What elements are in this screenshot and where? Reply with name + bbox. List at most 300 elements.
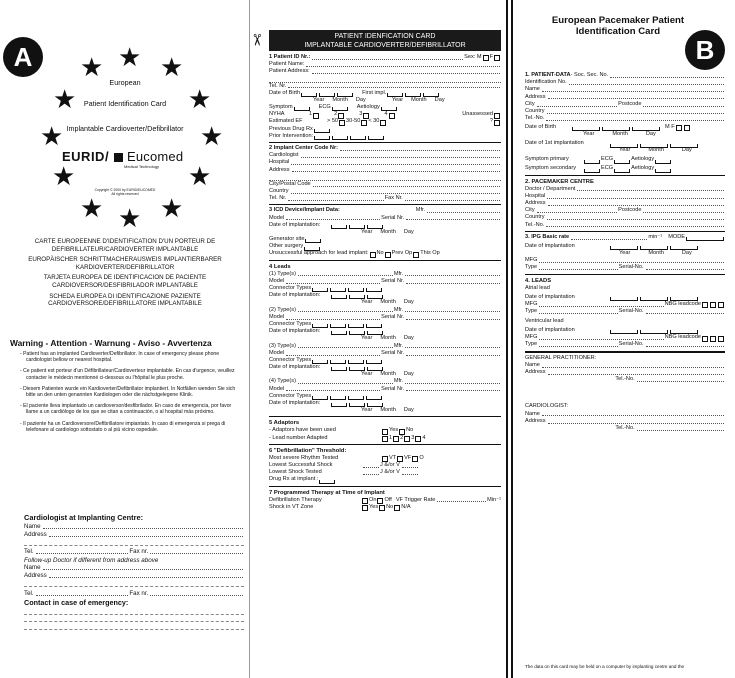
icd-date-label: Date of implantation: xyxy=(269,221,321,228)
b-name-label: Name xyxy=(525,86,540,93)
b-vent-nbg-label: NBG leadcode xyxy=(664,334,701,341)
b-gp-heading: GENERAL PRACTITIONER: xyxy=(525,354,597,361)
lead-1 xyxy=(269,271,501,307)
b-doctor-field[interactable] xyxy=(577,190,724,191)
adaptors-yes-checkbox[interactable] xyxy=(382,429,388,435)
aetiology-label: Aetiology xyxy=(356,104,380,111)
followup-address-label: Address xyxy=(24,572,47,580)
bullet-es: - El paciente lleva implantado un cardioversor/desfibrilador. En caso de emergencia, por favor llame a un cardiólogo de los que se citan a continuación, o al hospital más próximo. xyxy=(20,403,232,416)
lead-2-mfr-field[interactable] xyxy=(405,311,500,312)
lead-4-year-label: Year xyxy=(361,407,373,414)
b-city-field[interactable] xyxy=(537,106,618,107)
ef-unknown-checkbox[interactable] xyxy=(494,120,500,126)
card-a-org-line1: European xyxy=(109,78,141,87)
lowest-successful-field[interactable] xyxy=(363,467,379,468)
lead-1-type-label: (1) Type(s) xyxy=(269,270,296,277)
lead-2-year-label: Year xyxy=(361,335,373,342)
b-vent-serial-field[interactable] xyxy=(646,346,725,347)
patient-address-field[interactable] xyxy=(312,73,500,74)
nyha-2-checkbox[interactable] xyxy=(338,113,344,119)
b-atrial-type-field[interactable] xyxy=(539,313,618,314)
b-sex-label: M F xyxy=(665,124,675,131)
lead-2-connector-cell-4[interactable] xyxy=(366,324,382,328)
star-icon: ★ xyxy=(52,161,76,191)
b-city-label: City xyxy=(525,100,535,107)
adapted-2-checkbox[interactable] xyxy=(393,436,399,442)
lead-4-connector-cell-3[interactable] xyxy=(348,396,364,400)
unassessed-checkbox[interactable] xyxy=(494,113,500,119)
lead-2-connector-cell-2[interactable] xyxy=(330,324,346,328)
patient-id-field[interactable] xyxy=(312,59,463,60)
b-vent-year-cell[interactable] xyxy=(610,330,638,334)
b-ecg2-label: ECG xyxy=(601,165,614,172)
nyha-label: NYHA xyxy=(269,111,285,118)
adapted-1-checkbox[interactable] xyxy=(382,436,388,442)
eurid-logo xyxy=(62,148,192,170)
lead-1-serial-field[interactable] xyxy=(406,283,500,284)
b-footer-note: The data on this card may be held on a computer by implanting centre and the xyxy=(525,664,685,669)
b-card-address-label: Address xyxy=(525,417,546,424)
b-gp-address-field[interactable] xyxy=(548,374,724,375)
b-centre-city-field[interactable] xyxy=(537,212,618,213)
b-first-year-label: Year xyxy=(619,147,631,154)
prior-cell-4[interactable] xyxy=(368,136,384,140)
icd-mfr-label: Mfr. xyxy=(415,207,426,214)
address-line-2[interactable] xyxy=(24,538,244,546)
b-dob-month-label: Month xyxy=(612,131,628,138)
lowest-tested-field[interactable] xyxy=(363,474,379,475)
rhythm-o-label: O xyxy=(419,454,424,461)
icd-date-year-cell[interactable] xyxy=(331,225,347,229)
bullet-fr: - Ce patient est porteur d'un Défibrillateur/Cardioverteur implantable. En cas d'urgence, veuillez contacter le médecin mentionné ci-dessous ou l'hôpital le plus proche. xyxy=(20,368,235,381)
sex-f-checkbox[interactable] xyxy=(494,55,500,61)
lead-2-serial-field[interactable] xyxy=(406,319,500,320)
shock-vt-label: Shock in VT Zone xyxy=(269,503,314,510)
lead-3-connector-label: Connector Types xyxy=(269,356,312,363)
icd-month-label: Month xyxy=(380,228,396,235)
name-field[interactable] xyxy=(43,528,243,529)
b-ipg-day-label: Day xyxy=(681,249,692,256)
lead-3-type-field[interactable] xyxy=(298,347,393,348)
card-b-badge: B xyxy=(685,30,725,70)
city-field[interactable] xyxy=(313,186,500,187)
center-code-field[interactable] xyxy=(340,150,500,151)
patient-name-field[interactable] xyxy=(306,66,500,67)
b-gp-tel-field[interactable] xyxy=(637,381,724,382)
b-atrial-nbg-box-1[interactable] xyxy=(702,302,708,308)
b-tel-field[interactable] xyxy=(546,120,724,121)
lead-3-connector-cell-4[interactable] xyxy=(366,360,382,364)
b-card-tel-field[interactable] xyxy=(637,430,724,431)
ef-30-50-checkbox[interactable] xyxy=(361,120,367,126)
b-atrial-date-label: Date of implantation xyxy=(525,293,575,300)
lead-1-month-label: Month xyxy=(380,299,396,306)
b-card-tel-label: Tel.-No. xyxy=(615,424,635,431)
b-vent-nbg-box-2[interactable] xyxy=(710,336,716,342)
prev-drug-cell[interactable] xyxy=(314,129,330,133)
b-atrial-year-cell[interactable] xyxy=(610,297,638,301)
b-soc-sec-label: - Soc. Sec. No. xyxy=(570,71,609,78)
year-label: Year xyxy=(313,96,325,103)
b-sym-primary-label: Symptom primary xyxy=(525,156,569,163)
lead-3-year-label: Year xyxy=(361,371,373,378)
ef-label: Estimated EF xyxy=(269,118,303,125)
defib-on-checkbox[interactable] xyxy=(362,498,368,504)
b-vent-type-field[interactable] xyxy=(539,346,618,347)
star-icon: ★ xyxy=(80,52,104,82)
lead-1-mfr-label: Mfr. xyxy=(393,270,404,277)
adaptors-no-label: No xyxy=(406,427,414,434)
lowest-tested-label: Lowest Shock Tested xyxy=(269,469,322,476)
followup-name-field[interactable] xyxy=(43,569,243,570)
lead-2-mfr-label: Mfr. xyxy=(393,306,404,313)
followup-fax-label: Fax nr. xyxy=(129,589,149,597)
tel-label: Tel. Nr. xyxy=(269,82,287,89)
b-gp-name-field[interactable] xyxy=(542,367,724,368)
sex-f-label: F xyxy=(489,53,493,60)
lead-3-type-label: (3) Type(s) xyxy=(269,342,296,349)
adapted-2-label: 2 xyxy=(400,434,404,441)
b-hospital-field[interactable] xyxy=(547,198,724,199)
star-icon: ★ xyxy=(40,121,64,151)
prior-cell-3[interactable] xyxy=(350,136,366,140)
lowest-tested-v-field[interactable] xyxy=(402,474,418,475)
logo-brand: Eucomed xyxy=(126,149,184,164)
prior-cell-1[interactable] xyxy=(314,136,330,140)
lead-1-type-field[interactable] xyxy=(298,275,393,276)
section-4-heading: 4 Leads xyxy=(269,263,291,270)
prior-cell-2[interactable] xyxy=(332,136,348,140)
lead-3-connector-cell-2[interactable] xyxy=(330,360,346,364)
defib-on-label: On xyxy=(369,496,377,503)
lead-4-connector-cell-2[interactable] xyxy=(330,396,346,400)
section-5-heading: 5 Adaptors xyxy=(269,420,300,427)
b-centre-city-label: City xyxy=(525,207,535,214)
adaptors-used-label: - Adaptors have been used xyxy=(269,427,336,434)
unsucc-prevop-checkbox[interactable] xyxy=(385,252,391,258)
b-sex-m-checkbox[interactable] xyxy=(676,125,682,131)
icd-model-field[interactable] xyxy=(286,219,380,220)
b-card-name-field[interactable] xyxy=(542,415,724,416)
lead-1-model-label: Model xyxy=(269,277,285,284)
title-it: SCHEDA EUROPEA DI IDENTIFICAZIONE PAZIENTE CARDIOVERSORE/DEFIBRILLATORE IMPLANTABILE xyxy=(48,292,202,308)
b-sym-secondary-cell[interactable] xyxy=(584,169,600,173)
center-tel-label: Tel. Nr. xyxy=(269,195,287,202)
unsucc-prevop-label: Prev Op xyxy=(391,250,413,257)
lead-3-mfr-field[interactable] xyxy=(405,347,500,348)
b-mode-label: MODE xyxy=(668,233,685,240)
lead-3-connector-cell-3[interactable] xyxy=(348,360,364,364)
card-b-title-line2: Identification Card xyxy=(575,26,661,37)
b-ecg2-cell[interactable] xyxy=(614,169,630,173)
b-gp-address-label: Address xyxy=(525,369,546,376)
ef-gt50-label: > 50 xyxy=(327,118,339,125)
lead-2-type-field[interactable] xyxy=(298,311,393,312)
lead-4-type-field[interactable] xyxy=(298,383,393,384)
adapted-4-checkbox[interactable] xyxy=(415,436,421,442)
lead-4-date-label: Date of implantation: xyxy=(269,400,321,407)
adapted-3-label: 3 xyxy=(411,434,415,441)
icd-day-label: Day xyxy=(403,228,414,235)
shock-na-label: N/A xyxy=(401,503,411,510)
b-ipg-year-label: Year xyxy=(619,249,631,256)
b-atrial-nbg-box-2[interactable] xyxy=(710,302,716,308)
rhythm-o-checkbox[interactable] xyxy=(412,456,418,462)
b-vent-nbg-box-3[interactable] xyxy=(718,336,724,342)
b-address-label: Address xyxy=(525,93,546,100)
card-title-line2: IMPLANTABLE CARDIOVERTER/DEFIBRILLATOR xyxy=(304,42,466,49)
b-name-field[interactable] xyxy=(542,91,724,92)
icd-serial-field[interactable] xyxy=(406,219,500,220)
address-field[interactable] xyxy=(292,171,500,172)
lead-1-mfr-field[interactable] xyxy=(405,275,500,276)
lead-3-month-label: Month xyxy=(380,371,396,378)
title-de: EUROPÄISCHER SCHRITTMACHERAUSWEIS IMPLANTIERBARER KARDIOVERTER/DEFIBRILLATOR xyxy=(28,256,222,271)
star-icon: ★ xyxy=(160,52,184,82)
lead-3-model-label: Model xyxy=(269,349,285,356)
vf-rate-field[interactable] xyxy=(437,501,486,502)
address-field[interactable] xyxy=(49,536,243,537)
hospital-label: Hospital xyxy=(269,159,290,166)
adapted-4-label: 4 xyxy=(422,434,426,441)
icd-id-card-panel xyxy=(247,0,508,678)
b-atrial-nbg-box-3[interactable] xyxy=(718,302,724,308)
b-vent-serial-label: Serial-No. xyxy=(618,341,644,348)
b-atrial-type-label: Type xyxy=(525,307,538,314)
followup-address-field[interactable] xyxy=(49,577,243,578)
adaptors-yes-label: Yes xyxy=(389,427,399,434)
b-atrial-serial-field[interactable] xyxy=(646,313,725,314)
b-ipg-mfg-field[interactable] xyxy=(539,262,724,263)
b-tel-label: Tel.-No. xyxy=(525,115,545,122)
lead-4-date-year-cell[interactable] xyxy=(331,403,347,407)
country-label: Country xyxy=(269,187,289,194)
b-first-day-label: Day xyxy=(681,147,692,154)
month-label-2: Month xyxy=(411,96,427,103)
b-atrial-mfg-field[interactable] xyxy=(539,306,663,307)
b-mode-cell[interactable] xyxy=(686,237,724,241)
lead-2-serial-label: Serial Nr. xyxy=(381,313,405,320)
b-centre-country-field[interactable] xyxy=(547,219,724,220)
drug-rx-label: Drug Rx at implant : xyxy=(269,476,319,483)
b-vent-mfg-field[interactable] xyxy=(539,339,663,340)
icd-mfr-field[interactable] xyxy=(427,212,500,213)
b-aetiology-cell[interactable] xyxy=(655,160,671,164)
lead-3-date-year-cell[interactable] xyxy=(331,367,347,371)
b-aetiology2-cell[interactable] xyxy=(655,169,671,173)
lead-1-connector-cell-4[interactable] xyxy=(366,288,382,292)
lead-2-month-label: Month xyxy=(380,335,396,342)
tel-field[interactable] xyxy=(36,553,129,554)
cardiologist-field[interactable] xyxy=(301,157,500,158)
b-aetiology-label: Aetiology xyxy=(631,156,655,163)
dob-label: Date of Birth xyxy=(269,89,301,96)
b-ipg-type-field[interactable] xyxy=(539,269,618,270)
fax-label: Fax nr. xyxy=(129,548,149,556)
lowest-successful-v-field[interactable] xyxy=(402,467,418,468)
b-centre-tel-field[interactable] xyxy=(546,226,724,227)
defib-off-label: Off xyxy=(384,496,392,503)
b-atrial-mfg-label: MFG xyxy=(525,300,538,307)
lead-1-model-field[interactable] xyxy=(286,283,380,284)
contact-line-2[interactable] xyxy=(24,615,244,623)
followup-name-label: Name xyxy=(24,564,41,572)
sex-m-checkbox[interactable] xyxy=(483,55,489,61)
address-line-2[interactable] xyxy=(269,174,501,181)
b-centre-address-field[interactable] xyxy=(548,205,724,206)
b-section-1-heading: 1. PATIENT-DATA xyxy=(525,71,571,78)
b-ecg-cell[interactable] xyxy=(614,160,630,164)
hospital-field[interactable] xyxy=(291,164,500,165)
b-country-field[interactable] xyxy=(547,113,724,114)
contact-line-3[interactable] xyxy=(24,622,244,630)
aetiology-cell[interactable] xyxy=(381,107,397,111)
logo-text: EURID/ xyxy=(62,149,110,164)
b-section-3-heading: 3. IPG Basic rate xyxy=(525,233,570,240)
lead-4-model-label: Model xyxy=(269,385,285,392)
shock-no-label: No xyxy=(386,503,394,510)
lead-2-connector-label: Connector Types xyxy=(269,320,312,327)
followup-address-line-2[interactable] xyxy=(24,580,244,588)
followup-tel-field[interactable] xyxy=(36,595,129,596)
b-centre-postcode-label: Postcode xyxy=(618,207,642,214)
vf-rate-label: VF Trigger Rate xyxy=(395,496,436,503)
b-centre-postcode-field[interactable] xyxy=(643,212,724,213)
star-icon: ★ xyxy=(188,84,212,114)
lead-2-date-year-cell[interactable] xyxy=(331,331,347,335)
b-address-field[interactable] xyxy=(548,98,724,99)
lead-3-model-field[interactable] xyxy=(286,355,380,356)
section-3-heading: 3 ICD Device/Implant Data: xyxy=(269,207,340,214)
b-centre-tel-label: Tel.-No. xyxy=(525,221,545,228)
most-severe-label: Most severe Rhythm Tested xyxy=(269,454,339,461)
b-section-2-heading: 2. PACEMAKER CENTRE xyxy=(525,178,594,185)
b-ipg-serial-label: Serial-No. xyxy=(618,264,644,271)
b-atrial-label: Atrial lead xyxy=(525,284,550,291)
ef-lt30-checkbox[interactable] xyxy=(380,120,386,126)
lead-2-model-field[interactable] xyxy=(286,319,380,320)
scissors-icon: ✂ xyxy=(247,33,265,47)
logo-sub: Medical Technology xyxy=(124,164,160,169)
b-sym-primary-cell[interactable] xyxy=(584,160,600,164)
b-card-address-field[interactable] xyxy=(548,423,724,424)
card-b-title-line1: European Pacemaker Patient xyxy=(551,15,685,26)
lead-2-type-label: (2) Type(s) xyxy=(269,306,296,313)
shock-no-checkbox[interactable] xyxy=(379,505,385,511)
b-ipg-date-label: Date of implantation xyxy=(525,242,575,249)
icd-serial-label: Serial Nr. xyxy=(381,214,405,221)
lead-4-serial-label: Serial Nr. xyxy=(381,385,405,392)
b-ipg-month-label: Month xyxy=(648,249,664,256)
b-hospital-label: Hospital xyxy=(525,192,546,199)
drug-rx-cell[interactable] xyxy=(319,480,335,484)
lead-4-model-field[interactable] xyxy=(286,390,380,391)
lead-4 xyxy=(269,379,501,415)
star-icon: ★ xyxy=(200,121,224,151)
lead-1-connector-cell-2[interactable] xyxy=(330,288,346,292)
name-label: Name xyxy=(24,522,41,530)
b-first-impl-label: Date of 1st implantation xyxy=(525,140,584,147)
day-label: Day xyxy=(355,96,366,103)
b-postcode-field[interactable] xyxy=(643,106,724,107)
lead-3-serial-field[interactable] xyxy=(406,355,500,356)
b-ecg-label: ECG xyxy=(601,156,614,163)
center-tel-field[interactable] xyxy=(288,200,383,201)
shock-na-checkbox[interactable] xyxy=(394,505,400,511)
b-first-month-label: Month xyxy=(648,147,664,154)
b-aetiology2-label: Aetiology xyxy=(631,165,655,172)
lead-2-connector-cell-3[interactable] xyxy=(348,324,364,328)
lead-1-connector-cell-3[interactable] xyxy=(348,288,364,292)
lead-2-model-label: Model xyxy=(269,313,285,320)
ef-gt50-checkbox[interactable] xyxy=(339,120,345,126)
b-id-field[interactable] xyxy=(569,84,724,85)
address-label: Address xyxy=(24,530,47,538)
unsucc-no-checkbox[interactable] xyxy=(370,252,376,258)
b-soc-sec-field[interactable] xyxy=(610,77,724,78)
b-vent-nbg-box-1[interactable] xyxy=(702,336,708,342)
tel-field[interactable] xyxy=(288,87,500,88)
patient-address-line-2[interactable] xyxy=(269,76,501,83)
bullet-it: - Il paziente ha un Cardioversore/Defibrillatore impiantato. In caso di emergenza si prega di telefonare al cardiologo sottostato o al più vicino ospedale. xyxy=(20,420,226,433)
bullet-en: - Patient has an implanted Cardioverter/Defibrillator. In case of emergency please phone cardiologist bellow or nearest hospital. xyxy=(20,351,220,364)
patient-address-label: Patient Address: xyxy=(269,68,310,75)
lead-2 xyxy=(269,307,501,343)
lead-4-type-label: (4) Type(s) xyxy=(269,378,296,385)
b-gp-tel-label: Tel.-No. xyxy=(615,376,635,383)
adapted-3-checkbox[interactable] xyxy=(404,436,410,442)
address-label: Address xyxy=(269,166,290,173)
b-id-label: Identification No. xyxy=(525,79,567,86)
b-cardiologist-heading: CARDIOLOGIST: xyxy=(525,403,569,410)
nyha-2-label: 2 xyxy=(334,111,338,118)
lead-1-date-year-cell[interactable] xyxy=(331,295,347,299)
eucomed-logo-icon xyxy=(114,153,123,162)
lead-1-day-label: Day xyxy=(403,299,414,306)
adapted-1-label: 1 xyxy=(389,434,393,441)
warning-heading: Warning - Attention - Warnung - Aviso - Avvertenza xyxy=(10,338,212,348)
contact-line-1[interactable] xyxy=(24,607,244,615)
b-basic-rate-field[interactable] xyxy=(571,239,647,240)
lead-3-day-label: Day xyxy=(403,371,414,378)
cardiologist-heading: Cardiologist at Implanting Centre: xyxy=(24,513,144,522)
defib-off-checkbox[interactable] xyxy=(377,498,383,504)
unsucc-thisop-checkbox[interactable] xyxy=(413,252,419,258)
card-title-line1: PATIENT IDENFICATION CARD xyxy=(334,33,436,40)
shock-yes-label: Yes xyxy=(369,503,379,510)
nyha-4-checkbox[interactable] xyxy=(389,113,395,119)
b-ipg-serial-field[interactable] xyxy=(646,269,725,270)
lead-4-day-label: Day xyxy=(403,407,414,414)
lead-1-serial-label: Serial Nr. xyxy=(381,277,405,284)
ecg-label: ECG xyxy=(318,104,331,111)
city-label: City/Postal Code xyxy=(269,180,311,187)
center-fax-field[interactable] xyxy=(405,200,500,201)
shock-yes-checkbox[interactable] xyxy=(362,505,368,511)
rhythm-vt-label: VT xyxy=(389,454,397,461)
lead-4-mfr-field[interactable] xyxy=(405,383,500,384)
fax-field[interactable] xyxy=(150,553,243,554)
lead-3-date-label: Date of implantation: xyxy=(269,364,321,371)
lead-4-connector-cell-4[interactable] xyxy=(366,396,382,400)
gen-site-cell[interactable] xyxy=(305,239,321,243)
nyha-3-label: 3 xyxy=(359,111,363,118)
followup-fax-field[interactable] xyxy=(150,595,243,596)
country-field[interactable] xyxy=(291,193,500,194)
lead-1-date-label: Date of implantation: xyxy=(269,292,321,299)
lead-4-serial-field[interactable] xyxy=(406,390,500,391)
b-sex-f-checkbox[interactable] xyxy=(684,125,690,131)
